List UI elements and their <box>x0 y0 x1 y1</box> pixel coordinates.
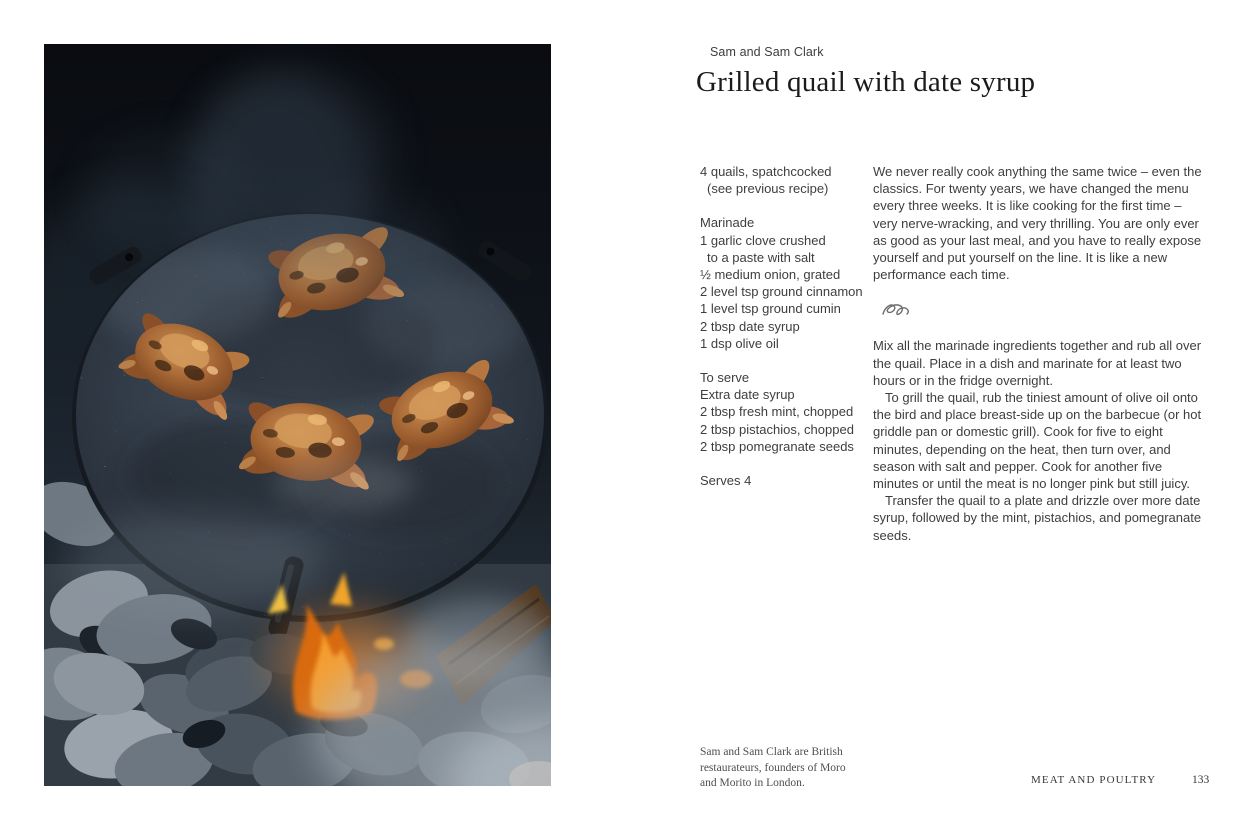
method-paragraph: To grill the quail, rub the tiniest amount of olive oil onto the bird and place breast-side up on the barbecue (or hot griddle pan or domestic grill). Cook for five to eight minutes, depending on the heat, then turn over, and season with salt and pepper. Cook for another five minutes or until the meat is no longer pink but still juicy. <box>873 390 1202 492</box>
ingredient-line: 1 level tsp ground cumin <box>700 301 841 317</box>
ingredient-line: 2 tbsp date syrup <box>700 318 800 334</box>
method-paragraph: Mix all the marinade ingredients together and rub all over the quail. Place in a dish and marinate for at least two hours or in the fridge overnight. <box>873 338 1202 388</box>
recipe-photo <box>44 44 551 786</box>
caption-line: restaurateurs, founders of Moro <box>700 761 846 774</box>
ingredient-line: 2 tbsp fresh mint, chopped <box>700 404 854 420</box>
caption-line: Sam and Sam Clark are British <box>700 746 843 758</box>
ingredient-line: 2 tbsp pistachios, chopped <box>700 421 854 437</box>
ingredient-line: 2 tbsp pomegranate seeds <box>700 438 854 454</box>
author-byline: Sam and Sam Clark <box>710 45 824 59</box>
intro-paragraph: We never really cook anything the same twice – even the classics. For twenty years, we have changed the menu every three weeks. It is like cooking for the first time – very nerve-wracking, and very thrilling. You are only ever as good as your last meal, and you have to really expose yourself and put yourself on the line. It is like a new performance each time. <box>873 164 1202 283</box>
page-number: 133 <box>1192 774 1210 786</box>
recipe-title: Grilled quail with date syrup <box>696 66 1036 98</box>
ingredient-line: 4 quails, spatchcocked <box>700 164 832 179</box>
ingredient-line: 1 garlic clove crushed <box>700 232 826 248</box>
caption-line: and Morito in London. <box>700 777 805 789</box>
ingredient-line: Extra date syrup <box>700 387 795 403</box>
photo-illustration <box>44 44 551 786</box>
to-serve-header: To serve <box>700 370 750 386</box>
flourish-ornament-icon <box>881 299 911 321</box>
method-column <box>873 163 1209 544</box>
chapter-footer: MEAT AND POULTRY <box>1031 774 1157 786</box>
ingredient-line: 2 level tsp ground cinnamon <box>700 284 863 300</box>
serves-line: Serves 4 <box>700 473 752 489</box>
ingredient-line: ½ medium onion, grated <box>700 267 841 283</box>
ingredient-line: 1 dsp olive oil <box>700 335 779 351</box>
ingredients-column <box>700 163 878 489</box>
marinade-header: Marinade <box>700 215 755 231</box>
method-paragraph: Transfer the quail to a plate and drizzle over more date syrup, followed by the mint, pistachios, and pomegranate seeds. <box>873 493 1202 543</box>
photo-grain <box>44 44 551 786</box>
contributor-caption <box>700 745 850 792</box>
ingredient-line: (see previous recipe) <box>707 181 829 197</box>
ingredient-line: to a paste with salt <box>707 249 815 265</box>
